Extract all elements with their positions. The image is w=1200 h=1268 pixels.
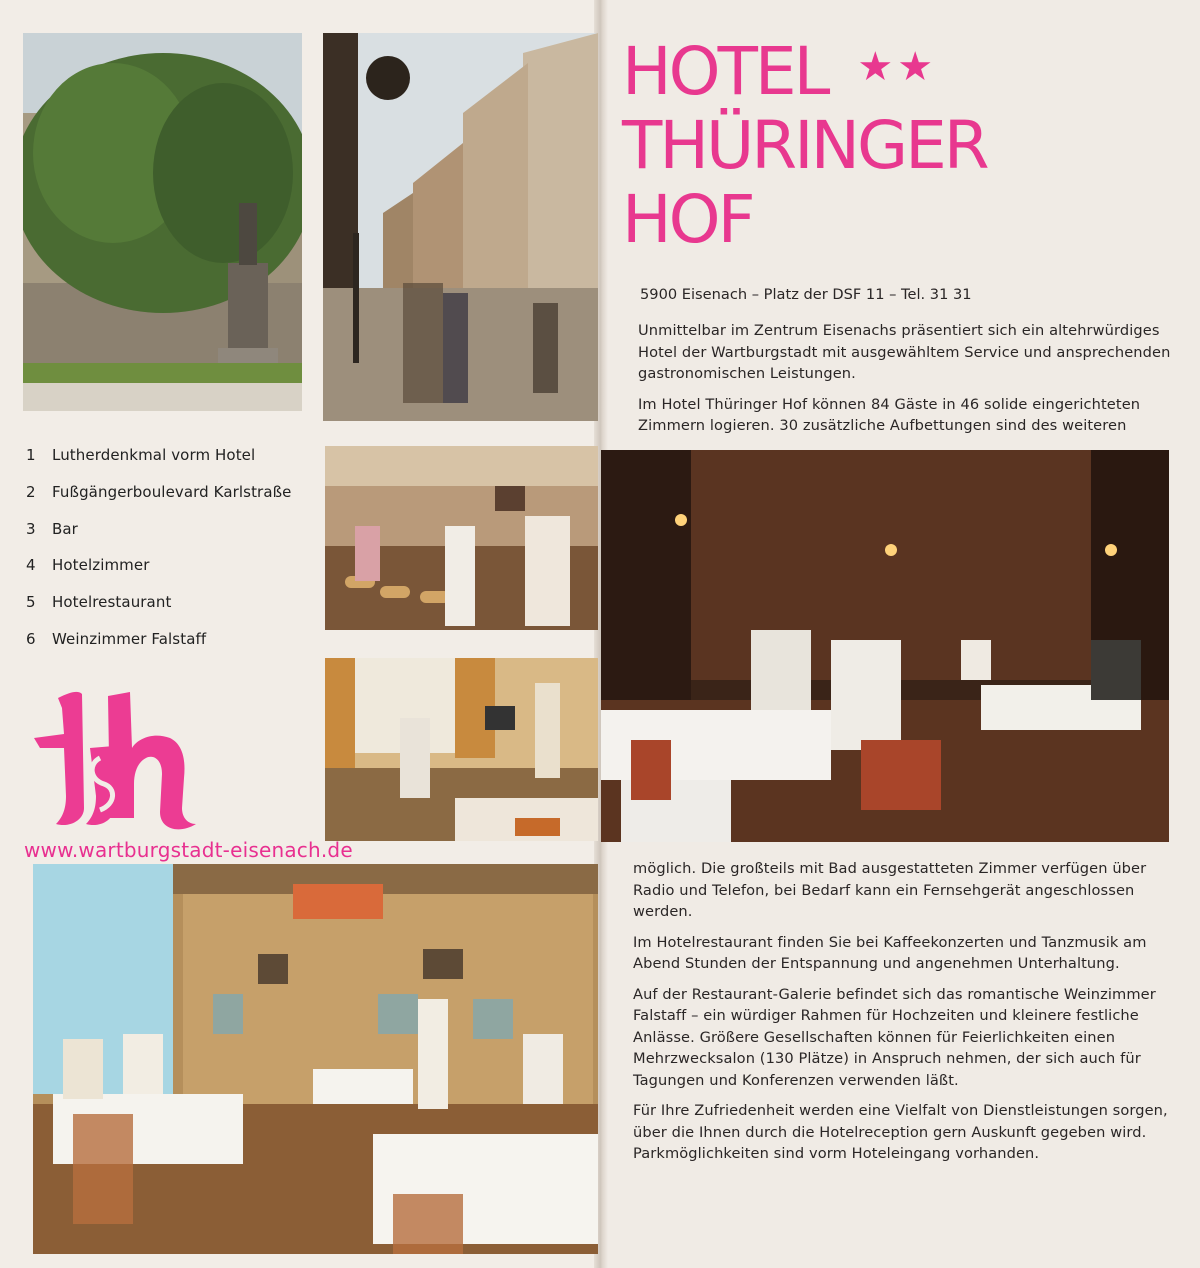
caption-2 [26, 483, 292, 507]
caption-1 [26, 446, 255, 470]
paragraph: Unmittelbar im Zentrum Eisenachs präsentiert sich ein altehrwürdiges Hotel der Wartburgstadt mit ausgewähltem Service und ansprechenden gastronomischen Leistungen. [638, 322, 1171, 382]
paragraph: Im Hotel Thüringer Hof können 84 Gäste in 46 solide eingerichteten Zimmern logieren. 30 zusätzliche Aufbettungen sind des weiteren [638, 395, 1141, 434]
caption-text: Bar [52, 520, 78, 538]
hotel-monogram-logo [30, 688, 200, 838]
caption-text: Lutherdenkmal vorm Hotel [52, 446, 256, 464]
title-line-1: HOTEL [622, 33, 828, 110]
paragraph: Auf der Restaurant-Galerie befindet sich das romantische Weinzimmer Falstaff – ein würdiger Rahmen für Hochzeiten und kleinere festliche Anlässe. Größere Gesellschaften können für Feierlichkeiten einen Mehrzwecksalon (130 Plätze) in Anspruch nehmen, der sich auch für Tagungen und Konferenzen verwenden läßt. [633, 985, 1156, 1089]
caption-number: 6 [26, 630, 36, 648]
caption-text: Weinzimmer Falstaff [52, 630, 207, 648]
photo-hotel-room [325, 658, 598, 841]
title-line-3: HOF [622, 181, 753, 258]
caption-3 [26, 520, 78, 544]
paragraph: Im Hotelrestaurant finden Sie bei Kaffeekonzerten und Tanzmusik am Abend Stunden der Entspannung und angenehmen Unterhaltung. [633, 933, 1147, 972]
photo-luther-monument [23, 33, 302, 411]
photo-hotel-restaurant [601, 450, 1169, 842]
rating-stars-icon: ★★ [857, 44, 938, 90]
photo-karlstrasse [323, 33, 598, 421]
caption-4 [26, 556, 150, 580]
body-text-bottom [633, 858, 1178, 1174]
title-line-2: THÜRINGER [622, 107, 987, 184]
caption-text: Hotelrestaurant [52, 593, 172, 611]
caption-number: 1 [26, 446, 36, 464]
caption-number: 3 [26, 520, 36, 538]
website-url[interactable]: www.wartburgstadt-eisenach.de [24, 838, 353, 862]
paragraph: möglich. Die großteils mit Bad ausgestatteten Zimmer verfügen über Radio und Telefon, bei Bedarf kann ein Fernsehgerät angeschlossen werden. [633, 860, 1147, 920]
body-text-top [638, 320, 1178, 446]
caption-number: 5 [26, 593, 36, 611]
caption-number: 2 [26, 483, 36, 501]
caption-text: Hotelzimmer [52, 556, 150, 574]
hotel-title [622, 30, 987, 257]
caption-5 [26, 593, 171, 617]
paragraph: Für Ihre Zufriedenheit werden eine Vielfalt von Dienstleistungen sorgen, über die Ihnen durch die Hotelreception gern Auskunft gegeben wird. Parkmöglichkeiten sind vorm Hoteleingang vorhanden. [633, 1102, 1168, 1162]
photo-bar [325, 446, 598, 630]
caption-6 [26, 630, 206, 654]
caption-number: 4 [26, 556, 36, 574]
photo-weinzimmer-falstaff [33, 864, 598, 1254]
caption-text: Fußgängerboulevard Karlstraße [52, 483, 292, 501]
hotel-address: 5900 Eisenach – Platz der DSF 11 – Tel. 31 31 [640, 286, 972, 303]
